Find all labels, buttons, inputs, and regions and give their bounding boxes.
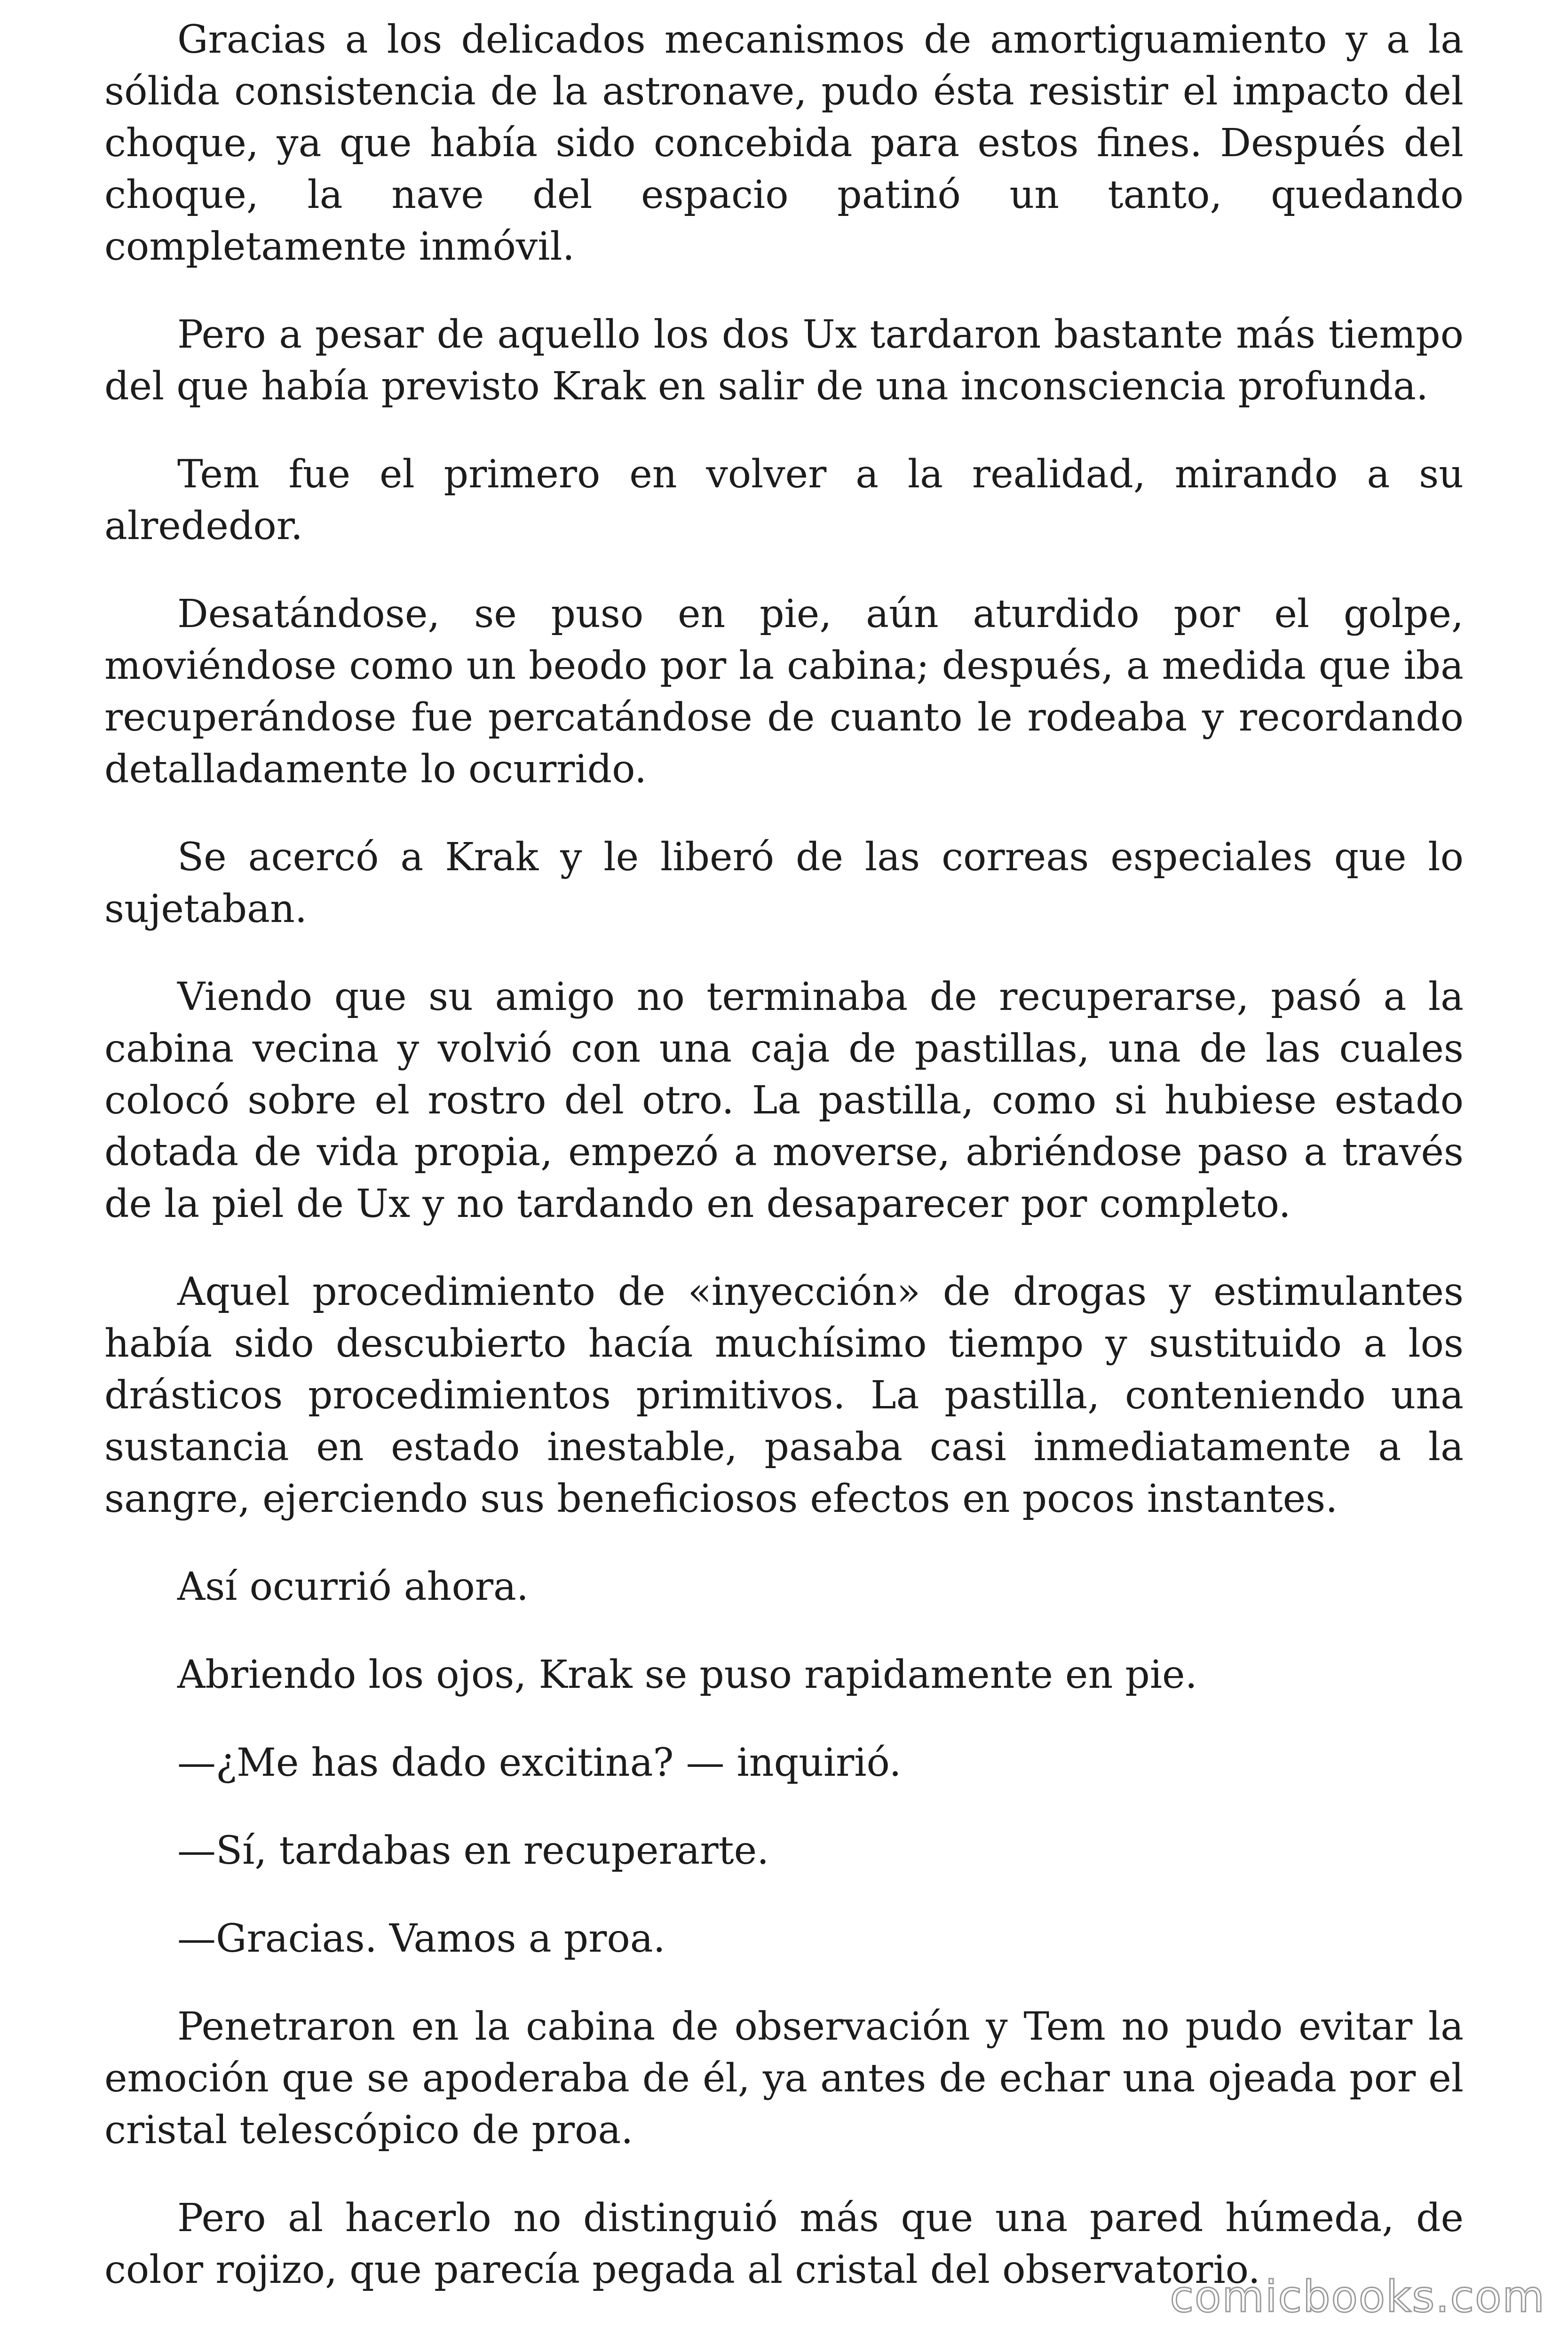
paragraph-5: Se acercó a Krak y le liberó de las correas especiales que lo sujetaban. bbox=[104, 835, 1464, 931]
paragraph-3: Tem fue el primero en volver a la realidad, mirando a su alrededor. bbox=[104, 452, 1464, 548]
paragraph-6: Viendo que su amigo no terminaba de recuperarse, pasó a la cabina vecina y volvió con una caja de pastillas, una de las cuales colocó sobre el rostro del otro. La pastilla, como si hubiese estado dotada de vida propia, empezó a moverse, abriéndose paso a través de la piel de Ux y no tardando en desaparecer por completo. bbox=[104, 975, 1464, 1226]
paragraph-2: Pero a pesar de aquello los dos Ux tardaron bastante más tiempo del que había previsto Krak en salir de una inconsciencia profunda. bbox=[104, 312, 1464, 409]
paragraph-14: Pero al hacerlo no distinguió más que una pared húmeda, de color rojizo, que parecía pegada al cristal del observatorio. bbox=[104, 2196, 1464, 2292]
paragraph-7: Aquel procedimiento de «inyección» de drogas y estimulantes había sido descubierto hacía muchísimo tiempo y sustituido a los drásticos procedimientos primitivos. La pastilla, conteniendo una sustancia en estado inestable, pasaba casi inmediatamente a la sangre, ejerciendo sus beneficiosos efectos en pocos instantes. bbox=[104, 1270, 1464, 1521]
paragraph-13: Penetraron en la cabina de observación y Tem no pudo evitar la emoción que se apoderaba de él, ya antes de echar una ojeada por el cristal telescópico de proa. bbox=[104, 2004, 1464, 2153]
dialogue-line-3: —Gracias. Vamos a proa. bbox=[177, 1916, 665, 1961]
paragraph-4: Desatándose, se puso en pie, aún aturdido por el golpe, moviéndose como un beodo por la cabina; después, a medida que iba recuperándose fue percatándose de cuanto le rodeaba y recordando detalladamente lo ocurrido. bbox=[104, 592, 1464, 792]
paragraph-8: Así ocurrió ahora. bbox=[177, 1565, 529, 1609]
paragraph-1: Gracias a los delicados mecanismos de amortiguamiento y a la sólida consistencia de la astronave, pudo ésta resistir el impacto del choque, ya que había sido concebida para estos fines. Después del choque, la nave del espacio patinó un tanto, quedando completamente inmóvil. bbox=[104, 17, 1464, 269]
dialogue-line-1: —¿Me has dado excitina? — inquirió. bbox=[177, 1740, 902, 1785]
watermark-text: comicbooks.com bbox=[1170, 2272, 1545, 2322]
paragraph-9: Abriendo los ojos, Krak se puso rapidamente en pie. bbox=[177, 1653, 1197, 1697]
dialogue-line-2: —Sí, tardabas en recuperarte. bbox=[177, 1828, 769, 1873]
page-text-body bbox=[104, 14, 1464, 2296]
